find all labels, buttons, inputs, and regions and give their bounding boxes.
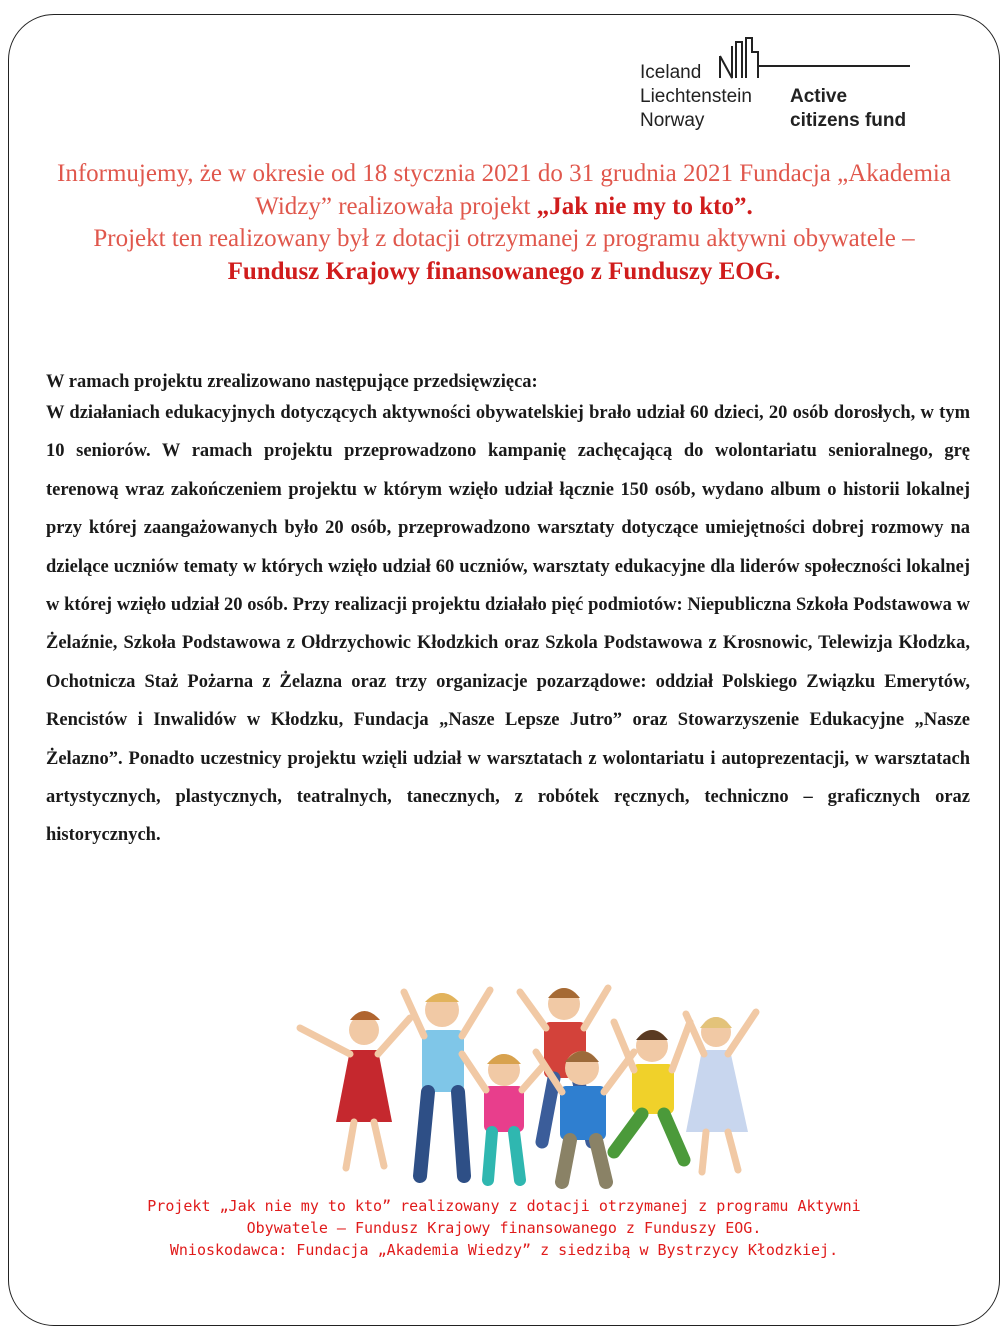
body-paragraph: W działaniach edukacyjnych dotyczących aktywności obywatelskiej brało udział 60 dzieci, 20 osób dorosłych, w tym 10 seniorów. W ramach projektu przeprowadzono kampanię zachęcającą do wolontariatu senioralnego, grę terenową wraz zakończeniem projektu w którym wzięło udział łącznie 150 osób, wydano album o historii lokalnej przy której zaangażowanych było 20 osób, przeprowadzono warsztaty dotyczące umiejętności dobrej rozmowy na dzielące uczniów tematy w których wzięło udział 60 uczniów, warsztaty edukacyjne dla liderów społeczności lokalnej w której wzięło udział 20 osób. Przy realizacji projektu działało pięć podmiotów: Niepubliczna Szkoła Podstawowa w Żelaźnie, Szkoła Podstawowa z Ołdrzychowic Kłodzkich oraz Szkola Podstawowa z Krosnowic, Telewizja Kłodzka, Ochotnicza Staż Pożarna z Żelazna oraz trzy organizacje pozarządowe: oddział Polskiego Związku Emerytów, Rencistów i Inwalidów w Kłodzku, Fundacja „Nasze Lepsze Jutro” oraz Stowarzyszenie Edukacyjne „Nasze Żelazno”. Ponadto uczestnicy projektu wzięli udział w warsztatach z wolontariatu i autoprezentacji, w warsztatach artystycznych, plastycznych, teatralnych, tanecznych, z robótek ręcznych, techniczno – graficznych oraz historycznych. <box>46 403 970 846</box>
footer-line-3: Wnioskodawca: Fundacja „Akademia Wiedzy” z siedzibą w Bystrzycy Kłodzkiej. <box>169 1241 839 1259</box>
logo-liechtenstein: Liechtenstein <box>640 86 752 107</box>
footer-note <box>40 1195 968 1261</box>
child-6 <box>614 1022 690 1160</box>
heading-part1: Informujemy, że w okresie od 18 stycznia 2021 do 31 grudnia 2021 Fundacja „Akademia Widzy” realizowała projekt <box>57 160 951 220</box>
active-citizens-fund-logo <box>640 36 920 136</box>
logo-active: Active <box>790 86 848 107</box>
logo-citizens-fund: citizens fund <box>790 110 907 131</box>
child-2 <box>404 990 490 1176</box>
footer-line-2: Obywatele – Fundusz Krajowy finansowanego z Funduszy EOG. <box>246 1219 762 1237</box>
child-1 <box>300 1011 410 1168</box>
jumping-children-photo <box>292 972 772 1192</box>
child-3 <box>462 1054 550 1180</box>
body-intro: W ramach projektu zrealizowano następujące przedsięwzięca: <box>46 372 538 392</box>
footer-line-1: Projekt „Jak nie my to kto” realizowany z dotacji otrzymanej z programu Aktywni <box>147 1197 861 1215</box>
announcement-heading <box>30 158 978 288</box>
heading-project-name: „Jak nie my to kto”. <box>536 192 753 220</box>
logo-mark-icon <box>708 36 910 80</box>
heading-part2: Projekt ten realizowany był z dotacji otrzymanej z programu aktywni obywatele – <box>93 225 915 252</box>
logo-norway: Norway <box>640 110 705 131</box>
child-7 <box>686 1012 756 1172</box>
heading-fund: Fundusz Krajowy finansowanego z Funduszy EOG. <box>227 257 781 285</box>
logo-iceland: Iceland <box>640 62 702 83</box>
